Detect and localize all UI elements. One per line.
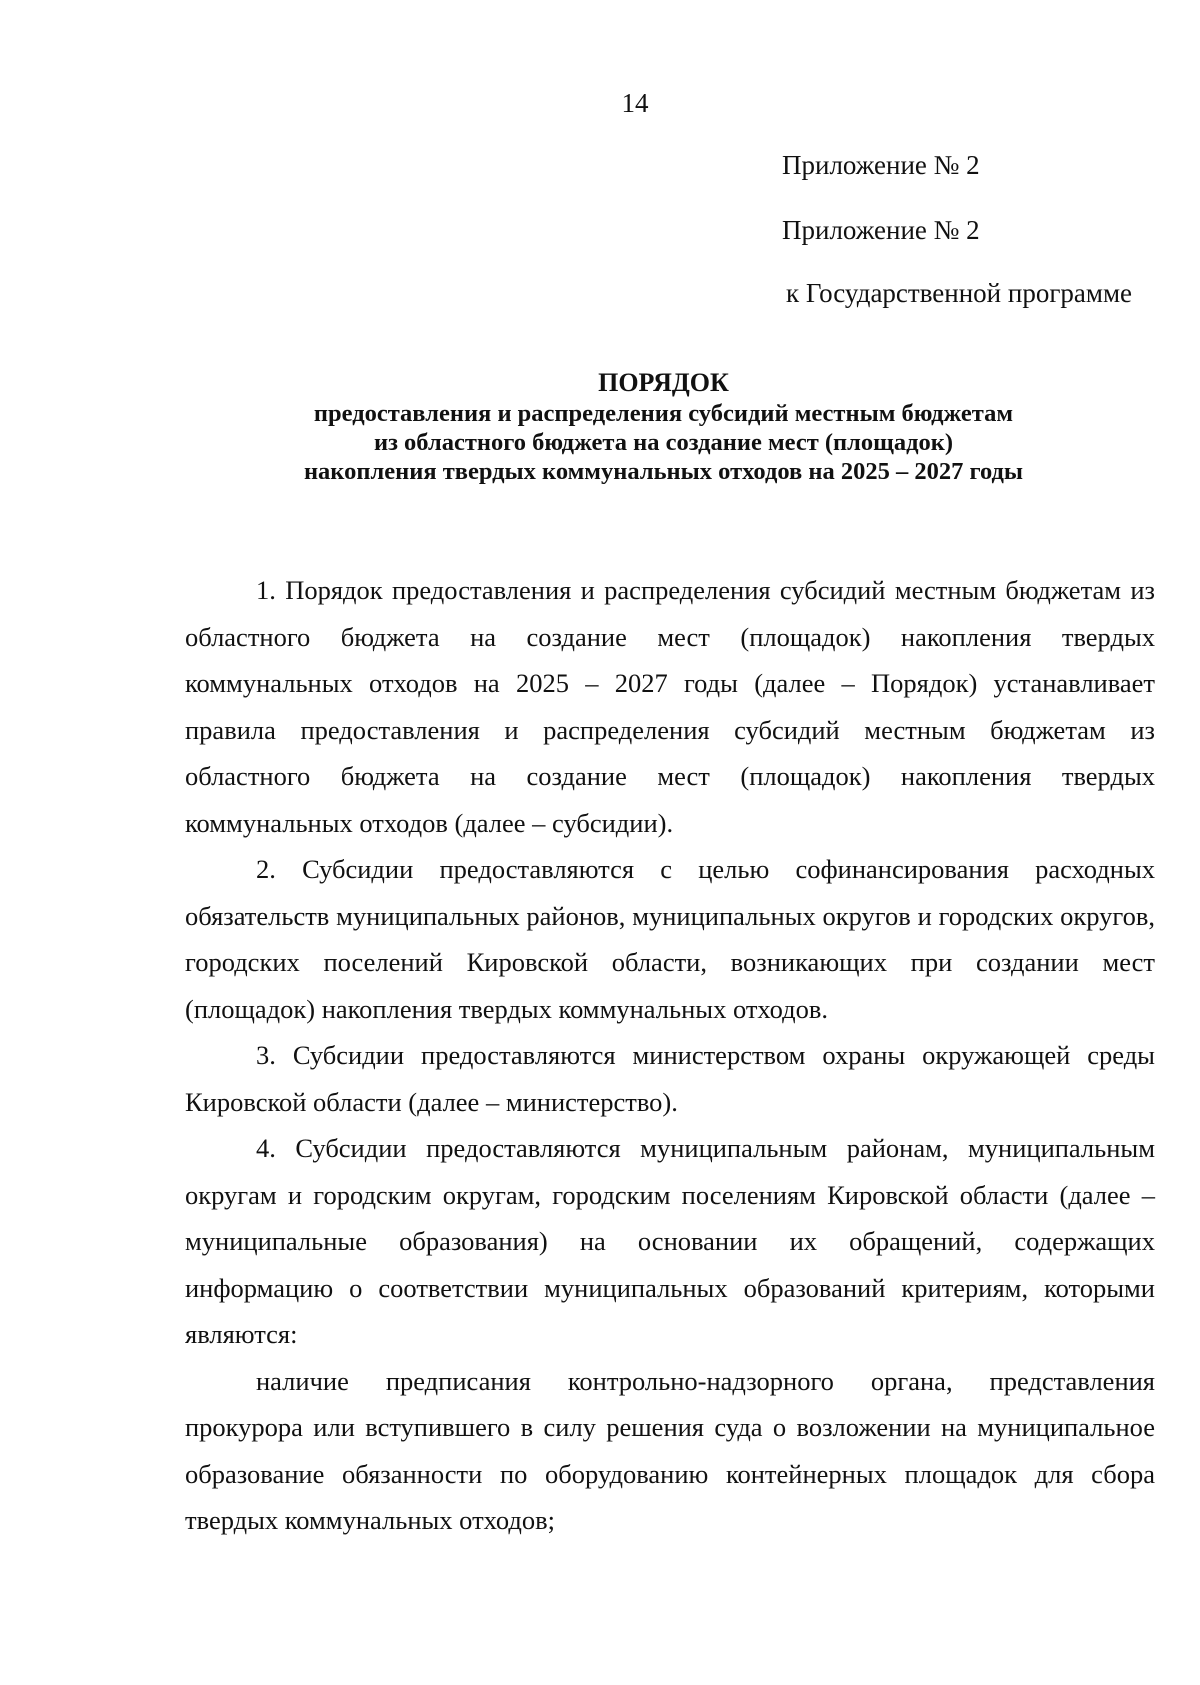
paragraph-1: 1. Порядок предоставления и распределения субсидий местным бюджетам из областного бюджета на создание мест (площадок) накопления твердых коммунальных отходов на 2025 – 2027 годы (далее – Порядок) устанавливает правила предоставления и распределения субсидий местным бюджетам из областного бюджета на создание мест (площадок) накопления твердых коммунальных отходов (далее – субсидии). <box>185 575 1155 838</box>
document-title <box>170 368 1157 486</box>
appendix-label-repeat: Приложение № 2 <box>782 215 980 245</box>
appendix-label: Приложение № 2 <box>782 150 980 180</box>
appendix-program-reference: к Государственной программе <box>786 278 1133 308</box>
paragraph-4: 4. Субсидии предоставляются муниципальным районам, муниципальным округам и городским округам, городским поселениям Кировской области (далее – муниципальные образования) на основании их обращений, содержащих информацию о соответствии муниципальных образований критериям, которыми являются: <box>185 1133 1155 1349</box>
title-main: ПОРЯДОК <box>598 368 729 397</box>
paragraph-criteria-1: наличие предписания контрольно-надзорного органа, представления прокурора или вступившего в силу решения суда о возложении на муниципальное образование обязанности по оборудованию контейнерных площадок для сбора твердых коммунальных отходов; <box>185 1365 1155 1535</box>
page-number: 14 <box>621 88 649 118</box>
title-line: предоставления и распределения субсидий местным бюджетам <box>313 400 1014 427</box>
title-line: из областного бюджета на создание мест (площадок) <box>373 429 954 456</box>
title-line: накопления твердых коммунальных отходов на 2025 – 2027 годы <box>303 458 1024 485</box>
paragraph-3: 3. Субсидии предоставляются министерством охраны окружающей среды Кировской области (далее – министерство). <box>185 1040 1155 1117</box>
paragraph-2: 2. Субсидии предоставляются с целью софинансирования расходных обязательств муниципальных районов, муниципальных округов и городских округов, городских поселений Кировской области, возникающих при создании мест (площадок) накопления твердых коммунальных отходов. <box>185 854 1155 1024</box>
document-body <box>185 567 1155 1544</box>
